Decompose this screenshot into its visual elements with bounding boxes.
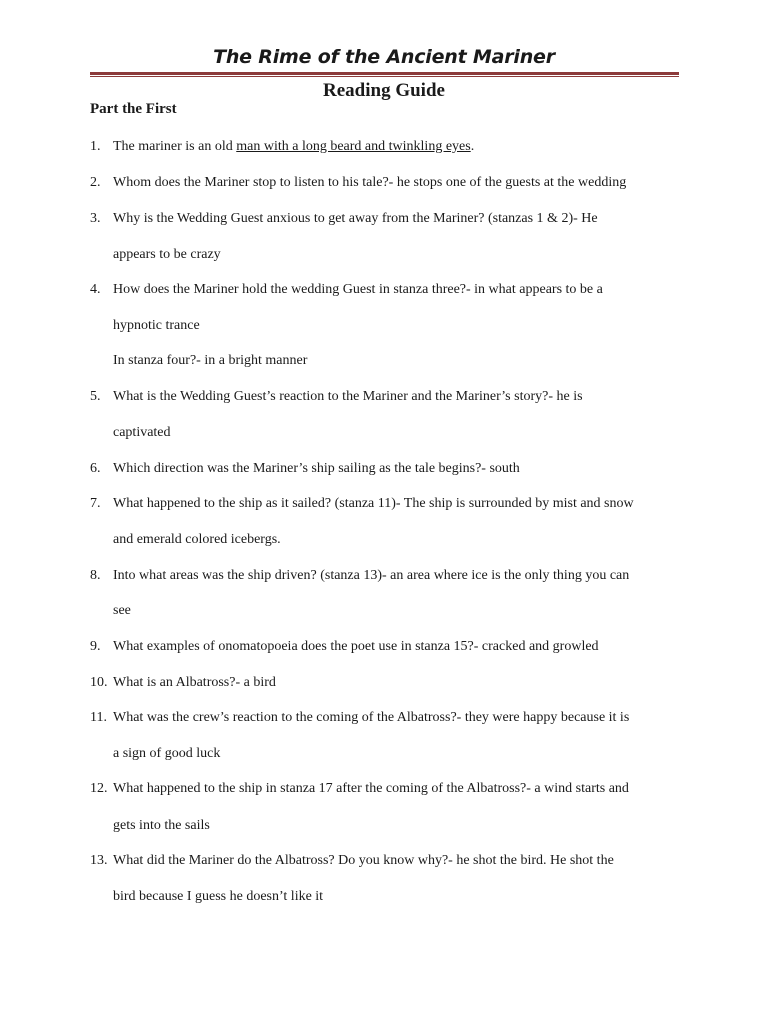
item-text — [113, 138, 474, 156]
item-text-cont: In stanza four?- in a bright manner — [113, 353, 308, 368]
item-number: 11. — [90, 710, 107, 725]
item-text: Into what areas was the ship driven? (stanza 13)- an area where ice is the only thing you can — [113, 568, 630, 583]
item-number: 13. — [90, 853, 108, 868]
item-number: 5. — [90, 389, 101, 404]
item-number: 7. — [90, 496, 101, 511]
item-text: How does the Mariner hold the wedding Guest in stanza three?- in what appears to be a — [113, 282, 603, 297]
item-text-cont: hypnotic trance — [113, 318, 200, 333]
item-text-cont: a sign of good luck — [113, 746, 221, 761]
item-text-part: The mariner is an old — [113, 139, 237, 154]
item-number: 12. — [90, 781, 108, 796]
item-text: What is the Wedding Guest’s reaction to the Mariner and the Mariner’s story?- he is — [113, 389, 583, 404]
item-text-cont: and emerald colored icebergs. — [113, 532, 281, 547]
item-number: 8. — [90, 568, 101, 583]
item-text: What is an Albatross?- a bird — [113, 675, 276, 690]
item-number: 3. — [90, 211, 101, 226]
item-text-cont: gets into the sails — [113, 818, 210, 833]
item-text-cont: captivated — [113, 425, 171, 440]
item-number: 6. — [90, 461, 101, 476]
item-number: 4. — [90, 282, 101, 297]
document-title: The Rime of the Ancient Mariner — [213, 46, 555, 68]
item-text: What was the crew’s reaction to the coming of the Albatross?- they were happy because it is — [113, 710, 630, 725]
document-subtitle: Reading Guide — [323, 80, 445, 101]
item-text-cont: see — [113, 603, 131, 618]
item-text: What did the Mariner do the Albatross? Do you know why?- he shot the bird. He shot the — [113, 853, 614, 868]
title-rule — [90, 72, 679, 75]
section-heading: Part the First — [90, 101, 177, 117]
title-rule-thin — [90, 76, 679, 77]
item-number: 1. — [90, 139, 101, 154]
answer-underlined: man with a long beard and twinkling eyes — [236, 139, 471, 154]
item-text: What happened to the ship as it sailed? (stanza 11)- The ship is surrounded by mist and snow — [113, 496, 634, 511]
item-number: 2. — [90, 175, 101, 190]
item-text: What examples of onomatopoeia does the poet use in stanza 15?- cracked and growled — [113, 639, 599, 654]
item-text-cont: appears to be crazy — [113, 247, 221, 262]
item-text: Why is the Wedding Guest anxious to get away from the Mariner? (stanzas 1 & 2)- He — [113, 211, 598, 226]
item-text: Whom does the Mariner stop to listen to his tale?- he stops one of the guests at the wedding — [113, 175, 627, 190]
item-text: Which direction was the Mariner’s ship sailing as the tale begins?- south — [113, 461, 520, 476]
item-number: 9. — [90, 639, 101, 654]
item-text: What happened to the ship in stanza 17 after the coming of the Albatross?- a wind starts and — [113, 781, 629, 796]
item-text-cont: bird because I guess he doesn’t like it — [113, 889, 324, 904]
item-number: 10. — [90, 675, 108, 690]
item-text-part: . — [470, 139, 475, 154]
